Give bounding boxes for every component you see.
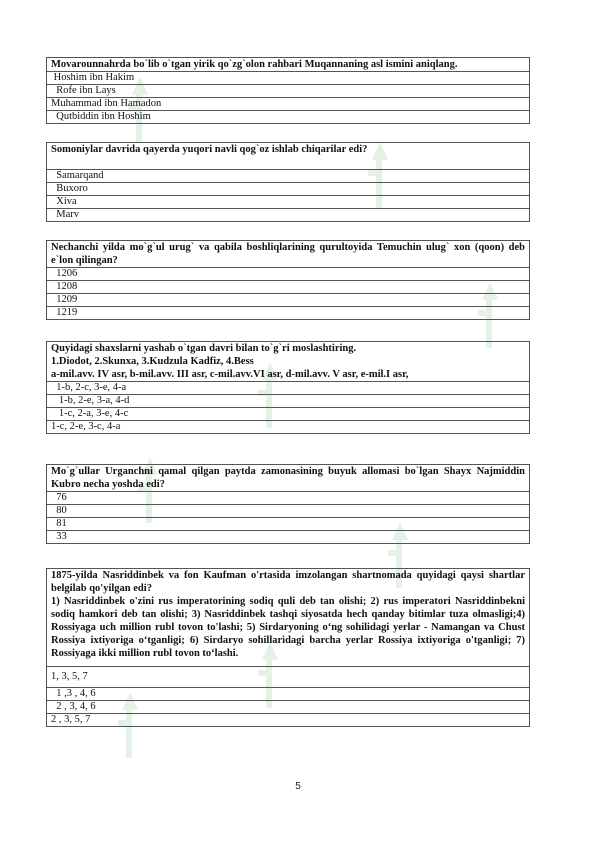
- answer-option[interactable]: 76: [47, 492, 530, 505]
- answer-option[interactable]: 1-b, 2-c, 3-e, 4-a: [47, 382, 530, 395]
- question-text: Nechanchi yilda mo`g`ul urug` va qabila boshliqlarining qurultoyida Temuchin ulug` xon (qoon) deb e`lon qilingan?: [47, 241, 530, 268]
- question-block-6: [46, 568, 530, 727]
- question-block-4: [46, 341, 530, 434]
- answer-option[interactable]: 80: [47, 505, 530, 518]
- answer-option[interactable]: 1206: [47, 268, 530, 281]
- question-block-1: [46, 57, 530, 124]
- question-text: Somoniylar davrida qayerda yuqori navli qog`oz ishlab chiqarilar edi?: [47, 143, 530, 170]
- answer-option[interactable]: Rofe ibn Lays: [47, 85, 530, 98]
- question-block-5: [46, 464, 530, 544]
- answer-option[interactable]: Xiva: [47, 196, 530, 209]
- answer-option[interactable]: 1-c, 2-e, 3-c, 4-a: [47, 421, 530, 434]
- answer-option[interactable]: 33: [47, 531, 530, 544]
- answer-option[interactable]: Muhammad ibn Hamadon: [47, 98, 530, 111]
- page-number: 5: [295, 781, 301, 792]
- question-text: [47, 342, 530, 382]
- answer-option[interactable]: Samarqand: [47, 170, 530, 183]
- question-text: Movarounnahrda bo`lib o`tgan yirik qo`zg`olon rahbari Muqannaning asl ismini aniqlang.: [47, 58, 530, 72]
- answer-option[interactable]: Marv: [47, 209, 530, 222]
- question-line: 1875-yilda Nasriddinbek va fon Kaufman o'rtasida imzolangan shartnomada quyidagi qaysi shartlar belgilab qo'yilgan edi?: [51, 570, 525, 594]
- question-periods: a-mil.avv. IV asr, b-mil.avv. III asr, c-mil.avv.VI asr, d-mil.avv. V asr, e-mil.I asr,: [51, 369, 409, 380]
- answer-option[interactable]: 1-b, 2-e, 3-a, 4-d: [47, 395, 530, 408]
- answer-option[interactable]: 1, 3, 5, 7: [47, 667, 530, 688]
- answer-option[interactable]: Hoshim ibn Hakim: [47, 72, 530, 85]
- answer-option[interactable]: 81: [47, 518, 530, 531]
- question-text: Mo`g`ullar Urganchni qamal qilgan paytda zamonasining buyuk allomasi bo`lgan Shayx Najmiddin Kubro necha yoshda edi?: [47, 465, 530, 492]
- answer-option[interactable]: Qutbiddin ibn Hoshim: [47, 111, 530, 124]
- question-block-2: [46, 142, 530, 222]
- question-text: [47, 569, 530, 667]
- answer-option[interactable]: 2 , 3, 4, 6: [47, 701, 530, 714]
- question-block-3: [46, 240, 530, 320]
- answer-option[interactable]: 1219: [47, 307, 530, 320]
- answer-option[interactable]: 1209: [47, 294, 530, 307]
- question-conditions: 1) Nasriddinbek o'zini rus imperatorining sodiq quli deb tan olishi; 2) rus imperatori Nasriddinbekni sodiq hamkori deb tan olishi; 3) Nasriddinbek tashqi siyosatda hech qanday bitimlar tuza olmasligi;4) Rossiyaga uch million rubl tovon to'lashi; 5) Sirdaryoning o‘ng sohilidagi yerlar - Namangan va Chust Rossiya ixtiyoriga o‘tganligi; 6) Sirdaryo sohillaridagi barcha yerlar Rossiya ixtiyoriga o'tganligi; 7) Rossiyaga ikki million rubl tovon to‘lashi.: [51, 596, 525, 659]
- answer-option[interactable]: Buxoro: [47, 183, 530, 196]
- answer-option[interactable]: 1208: [47, 281, 530, 294]
- answer-option[interactable]: 1-c, 2-a, 3-e, 4-c: [47, 408, 530, 421]
- answer-option[interactable]: 1 ,3 , 4, 6: [47, 688, 530, 701]
- question-line: Quyidagi shaxslarni yashab o`tgan davri bilan to`g`ri moslashtiring.: [51, 343, 357, 354]
- question-persons: 1.Diodot, 2.Skunxa, 3.Kudzula Kadfiz, 4.Bess: [51, 356, 254, 367]
- answer-option[interactable]: 2 , 3, 5, 7: [47, 714, 530, 727]
